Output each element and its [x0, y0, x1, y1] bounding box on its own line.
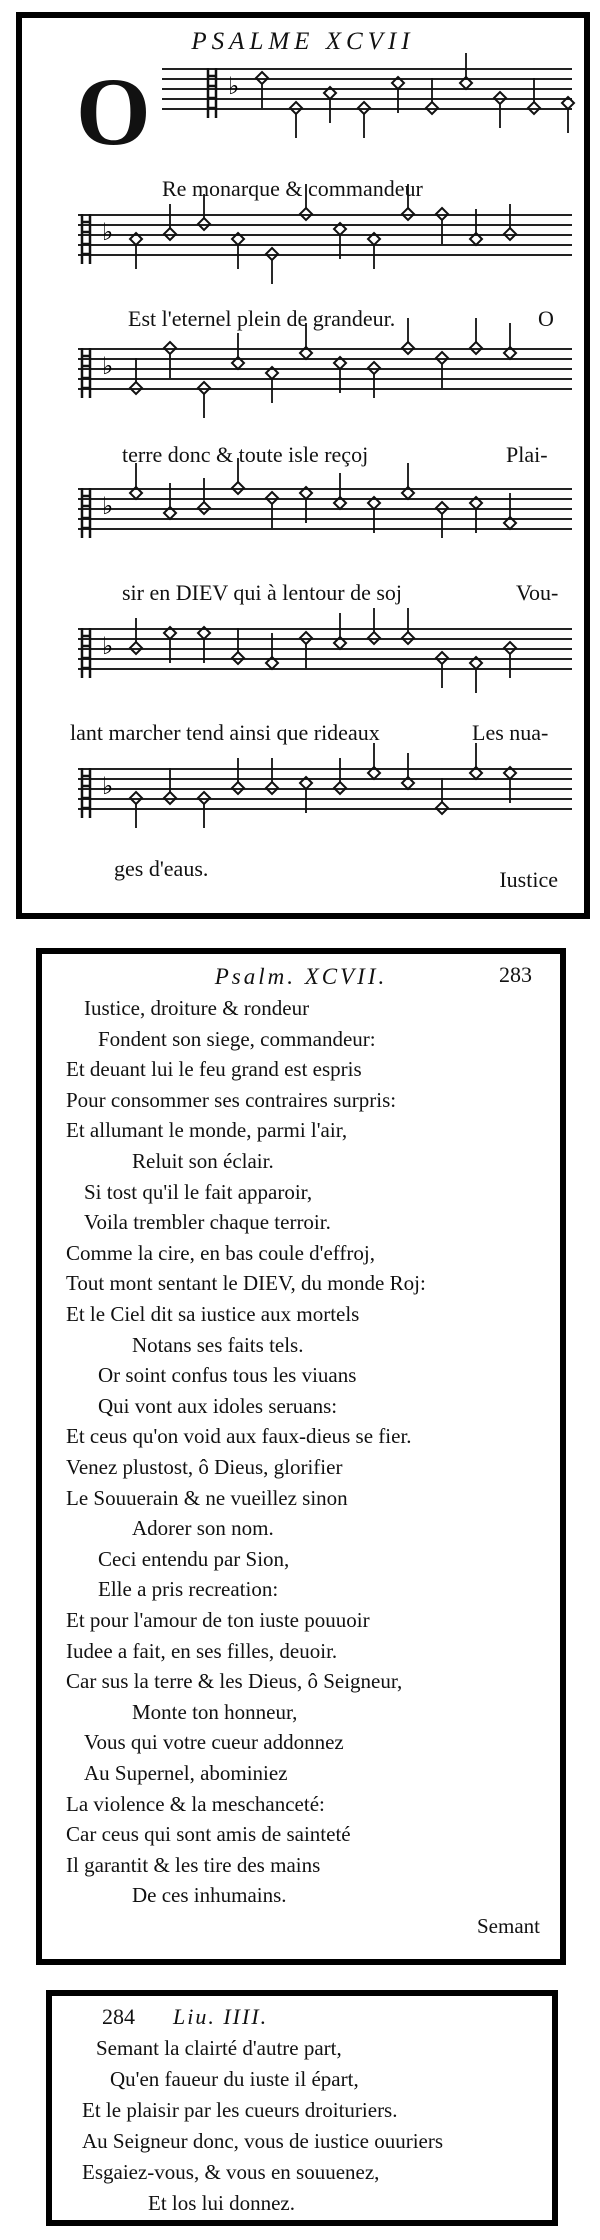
- verse-line: Et deuant lui le feu grand est espris: [66, 1057, 362, 1082]
- verse-line: Car ceus qui sont amis de sainteté: [66, 1822, 351, 1847]
- running-head: [102, 2004, 268, 2030]
- page-number: 283: [499, 962, 532, 987]
- verse-line: Et los lui donnez.: [148, 2191, 295, 2215]
- verse-line: Car sus la terre & les Dieus, ô Seigneur,: [66, 1669, 403, 1694]
- music-notes: [162, 46, 590, 138]
- music-notes: [78, 606, 572, 698]
- verse-line: Semant la clairté d'autre part,: [96, 2036, 342, 2060]
- music-notes: [78, 192, 572, 284]
- verse-line: Adorer son nom.: [132, 1516, 274, 1541]
- lyric-line: terre donc & toute isle reçoj: [122, 442, 369, 467]
- verse-line: Et allumant le monde, parmi l'air,: [66, 1118, 348, 1143]
- running-head: Psalm. XCVII.: [214, 964, 388, 989]
- svg-text:♭: ♭: [102, 218, 114, 246]
- verse-line: Iustice, droiture & rondeur: [84, 996, 310, 1020]
- music-staff: [78, 768, 572, 814]
- page-title: PSALME XCVII: [191, 28, 415, 55]
- verse-line: Fondent son siege, commandeur:: [98, 1026, 376, 1051]
- verse-line: La violence & la meschanceté:: [66, 1791, 325, 1816]
- verse-line: Notans ses faits tels.: [132, 1332, 304, 1357]
- svg-text:♭: ♭: [102, 772, 114, 800]
- verse-line: Tout mont sentant le DIEV, du monde Roj:: [66, 1271, 426, 1296]
- music-staff: [162, 68, 572, 114]
- text-page: [46, 1990, 558, 2226]
- verse-line: Vous qui votre cueur addonnez: [84, 1730, 344, 1755]
- verse-line: Et le plaisir par les cueurs droituriers.: [82, 2098, 398, 2122]
- catchword: Iustice: [499, 867, 558, 892]
- lyric-line: Vou-: [516, 580, 559, 605]
- catchword: Semant: [477, 1914, 540, 1938]
- music-staff: [78, 628, 572, 674]
- verse-line: Monte ton honneur,: [132, 1699, 298, 1724]
- verse-line: Si tost qu'il le fait apparoir,: [84, 1179, 313, 1204]
- verse-line: Il garantit & les tire des mains: [66, 1852, 321, 1877]
- verse-line: Elle a pris recreation:: [98, 1577, 279, 1602]
- lyric-line: Les nua-: [472, 720, 549, 745]
- music-notes: [78, 746, 572, 838]
- verse-line: Pour consommer ses contraires surpris:: [66, 1087, 397, 1112]
- verse-line: Au Seigneur donc, vous de iustice ouuriers: [82, 2129, 444, 2153]
- lyric-line: Plai-: [506, 442, 548, 467]
- svg-text:♭: ♭: [102, 492, 114, 520]
- music-staff: [78, 214, 572, 260]
- music-notes: [78, 326, 572, 418]
- lyric-line: ges d'eaus.: [114, 856, 209, 881]
- verse-line: Iudee a fait, en ses filles, deuoir.: [66, 1638, 338, 1663]
- lyric-line: Re monarque & commandeur: [162, 176, 423, 201]
- verse-line: Le Souuerain & ne vueillez sinon: [66, 1485, 348, 1510]
- lyric-line: O: [538, 306, 554, 331]
- lyric-line: sir en DIEV qui à lentour de soj: [122, 580, 403, 605]
- page-number: 284: [102, 2004, 135, 2029]
- verse-line: Esgaiez-vous, & vous en souuenez,: [82, 2160, 380, 2184]
- svg-text:♭: ♭: [228, 72, 240, 100]
- verse-line: Reluit son éclair.: [132, 1149, 274, 1173]
- lyric-line: Est l'eternel plein de grandeur.: [128, 306, 396, 331]
- music-staff: [78, 488, 572, 534]
- text-page: [36, 948, 566, 1965]
- book-label: Liu. IIII.: [173, 2004, 269, 2029]
- music-page: [16, 12, 590, 919]
- verse-line: De ces inhumains.: [132, 1883, 287, 1908]
- music-staff: [78, 348, 572, 394]
- verse-line: Et pour l'amour de ton iuste pouuoir: [66, 1608, 370, 1632]
- music-notes: [78, 466, 572, 558]
- verse-line: Au Supernel, abominiez: [84, 1761, 288, 1785]
- verse-line: Qui vont aux idoles seruans:: [98, 1393, 338, 1418]
- verse-line: Et le Ciel dit sa iustice aux mortels: [66, 1302, 360, 1326]
- svg-text:♭: ♭: [102, 352, 114, 380]
- lyric-line: lant marcher tend ainsi que rideaux: [70, 720, 380, 745]
- verse-line: Comme la cire, en bas coule d'effroj,: [66, 1240, 375, 1265]
- verse-line: Venez plustost, ô Dieus, glorifier: [66, 1455, 343, 1479]
- verse-line: Ceci entendu par Sion,: [98, 1546, 290, 1571]
- verse-line: Qu'en faueur du iuste il épart,: [110, 2067, 359, 2091]
- drop-cap: O: [76, 58, 151, 165]
- verse-line: Et ceus qu'on void aux faux-dieus se fier.: [66, 1424, 412, 1449]
- svg-text:♭: ♭: [102, 632, 114, 660]
- verse-line: Voila trembler chaque terroir.: [84, 1210, 331, 1235]
- verse-line: Or soint confus tous les viuans: [98, 1363, 357, 1388]
